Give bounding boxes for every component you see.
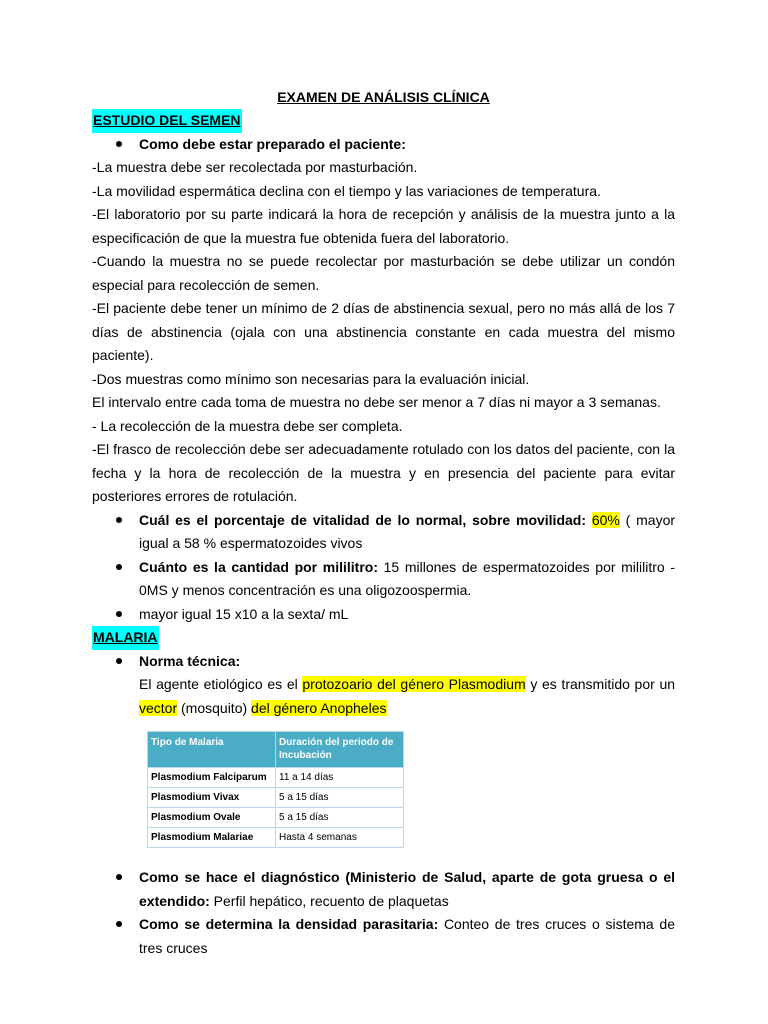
table-row [148, 768, 404, 788]
page-title: EXAMEN DE ANÁLISIS CLÍNICA [277, 89, 490, 105]
bullet-dot [116, 611, 122, 617]
bullet-heading: Cuánto es la cantidad por mililitro: [139, 558, 378, 575]
paragraph: El intervalo entre cada toma de muestra no debe ser menor a 7 días ni mayor a 3 semanas. [92, 394, 661, 410]
paragraph: -La muestra debe ser recolectada por masturbación. [92, 159, 418, 175]
bullet-text: 15 millones de espermatozoides por mililitro - 0MS y menos concentración es una oligozoospermia. [139, 558, 675, 598]
column-header: Duración del periodo de Incubación [276, 732, 404, 768]
bullet-preparation [92, 133, 675, 157]
bullet-diagnostico [92, 866, 675, 913]
table-row [148, 788, 404, 808]
paragraph: - La recolección de la muestra debe ser completa. [92, 417, 403, 434]
table-cell: Plasmodium Vivax [148, 788, 276, 808]
document-page [92, 86, 675, 960]
paragraph: -El paciente debe tener un mínimo de 2 días de abstinencia sexual, pero no más allá de los 7 días de abstinencia (ojala con una abstinencia constante en cada muestra del mismo paciente). [92, 300, 675, 363]
bullet-dot [116, 874, 122, 880]
bullet-heading: Como debe estar preparado el paciente: [139, 135, 406, 152]
table-row [148, 808, 404, 828]
bullet-concentration [92, 556, 675, 603]
paragraph: -El laboratorio por su parte indicará la hora de recepción y análisis de la muestra junto a la especificación de que la muestra fue obtenida fuera del laboratorio. [92, 206, 675, 246]
section-heading-semen: ESTUDIO DEL SEMEN [92, 109, 242, 133]
table-row [148, 828, 404, 848]
bullet-text: Perfil hepático, recuento de plaquetas [213, 892, 449, 909]
bullet-heading: Como se determina la densidad parasitaria: [139, 916, 439, 932]
incubation-table [147, 731, 404, 848]
table-cell: Plasmodium Falciparum [148, 768, 276, 788]
bullet-norma [92, 650, 675, 674]
highlight-plasmodium: protozoario del género Plasmodium [302, 676, 526, 692]
text-fragment: y es transmitido por un [530, 676, 676, 692]
text-fragment: (mosquito) [181, 699, 248, 716]
table-cell: 5 a 15 días [276, 808, 404, 828]
bullet-text: Conteo de tres cruces o sistema de tres cruces [139, 916, 675, 956]
paragraph: -Cuando la muestra no se puede recolectar por masturbación se debe utilizar un condón especial para recolección de semen. [92, 253, 675, 293]
bullet-text: ( mayor igual a 58 % espermatozoides vivos [139, 511, 676, 551]
column-header: Tipo de Malaria [148, 732, 276, 768]
highlight-vector: vector [139, 699, 178, 716]
bullet-dot [116, 921, 122, 927]
section-heading-malaria: MALARIA [92, 626, 159, 650]
table-cell: Hasta 4 semanas [276, 828, 404, 848]
highlight-anopheles: del género Anopheles [251, 699, 387, 716]
semen-section [92, 109, 675, 626]
bullet-heading: Cuál es el porcentaje de vitalidad de lo normal, sobre movilidad: [139, 511, 586, 528]
malaria-section [92, 626, 675, 960]
paragraph: -El frasco de recolección debe ser adecuadamente rotulado con los datos del paciente, con la fecha y la hora de recolección de la muestra y en presencia del paciente para evitar posteriores errores de rotulación. [92, 441, 675, 504]
bullet-vitality [92, 509, 675, 556]
paragraph: -Dos muestras como mínimo son necesarias para la evaluación inicial. [92, 370, 530, 387]
bullet-text: mayor igual 15 x10 a la sexta/ mL [139, 605, 349, 622]
paragraph: -La movilidad espermática declina con el tiempo y las variaciones de temperatura. [92, 182, 601, 199]
bullet-heading: Norma técnica: [139, 652, 241, 669]
bullet-heading: Como se hace el diagnóstico (Ministerio de Salud, aparte de gota gruesa o el extendido: [139, 869, 675, 909]
bullet-dot [116, 564, 122, 570]
bullet-densidad [92, 913, 675, 960]
bullet-sexta [92, 603, 675, 627]
table-cell: Plasmodium Malariae [148, 828, 276, 848]
table-cell: 11 a 14 días [276, 768, 404, 788]
bullet-dot [116, 141, 122, 147]
table-header-row [148, 732, 404, 768]
bullet-dot [116, 517, 122, 523]
agent-paragraph [92, 673, 675, 720]
bullet-dot [116, 658, 122, 664]
table-cell: Plasmodium Ovale [148, 808, 276, 828]
highlight-60-percent: 60% [591, 511, 620, 528]
table-cell: 5 a 15 días [276, 788, 404, 808]
text-fragment: El agente etiológico es el [139, 676, 298, 692]
